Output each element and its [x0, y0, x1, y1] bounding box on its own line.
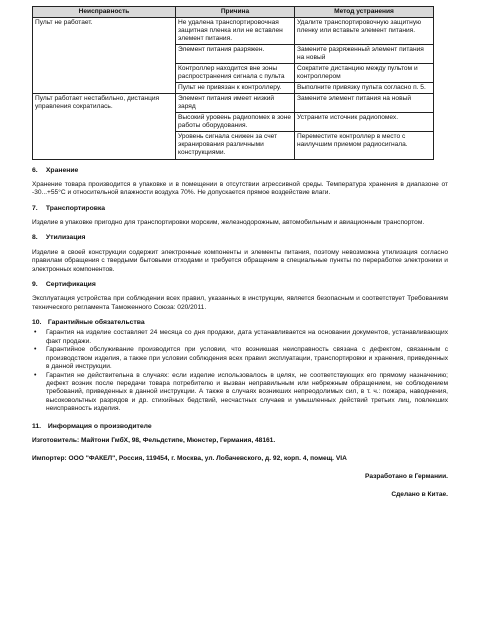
header-problem: Неисправность — [33, 7, 176, 18]
fix-cell: Устраните источник радиопомех. — [295, 113, 434, 132]
manufacturer-line: Изготовитель: Майтони ГмбХ, 98, Фельдстипе, Мюнстер, Германия, 48161. — [32, 437, 276, 445]
troubleshooting-table — [32, 6, 434, 160]
list-item: • Гарантия на изделие составляет 24 месяца со дня продажи, дата устанавливается на основании документов, устанавливающих факт продажи. — [32, 329, 448, 346]
cause-cell: Элемент питания разряжен. — [176, 45, 295, 64]
section-title — [32, 167, 448, 175]
section-manufacturer — [32, 423, 448, 499]
section-transport — [32, 205, 448, 228]
cause-cell: Пульт не привязан к контроллеру. — [176, 83, 295, 94]
section-number: 9. — [32, 280, 38, 288]
cause-cell: Элемент питания имеет низкий заряд — [176, 94, 295, 113]
importer-line: Импортер: ООО "ФАКЕЛ", Россия, 119454, г. Москва, ул. Лобачевского, д. 92, корп. 4, помещ. VIA — [32, 455, 347, 463]
fix-cell: Замените разряженный элемент питания на новый — [295, 45, 434, 64]
section-title-text: Гарантийные обязательства — [47, 319, 145, 327]
section-warranty — [32, 319, 448, 414]
cause-cell: Уровень сигнала снижен за счет экранирования различными конструкциями. — [176, 132, 295, 159]
cause-cell: Контроллер находится вне зоны распространения сигнала с пульта — [176, 64, 295, 83]
section-number: 10. — [32, 319, 42, 327]
section-number: 7. — [32, 204, 38, 212]
cause-cell: Не удалена транспортировочная защитная пленка или не вставлен элемент питания. — [176, 18, 295, 45]
header-fix: Метод устранения — [295, 7, 434, 18]
fix-cell: Сократите дистанцию между пультом и контроллером — [295, 64, 434, 83]
section-title — [32, 319, 448, 327]
table-row — [33, 18, 434, 45]
section-disposal — [32, 234, 448, 274]
table-row — [33, 94, 434, 113]
warranty-list — [32, 329, 448, 413]
cause-cell: Высокий уровень радиопомех в зоне работы оборудования. — [176, 113, 295, 132]
fix-cell: Переместите контроллер в место с наилучшим приемом радиосигнала. — [295, 132, 434, 159]
section-paragraph: Эксплуатация устройства при соблюдении всех правил, указанных в инструкции, является безопасным и соответствует Требованиям технического регламента Таможенного Союза: 020/2011. — [32, 295, 448, 311]
section-title-text: Информация о производителе — [47, 422, 152, 430]
section-title — [32, 205, 448, 213]
developed-in-line: Разработано в Германии. — [365, 473, 448, 481]
list-item: • Гарантия не действительна в случаях: если изделие использовалось в целях, не соответствующих его прямому назначению; дефект возник после передачи товара потребителю и вызван неправильным или небрежным обращением, не соблюдением требований, приведенных в данной инструкции. А также в случаях возникших непреодолимых сил, в т. ч.: пожара, наводнения, высоковольтных разрядов и др. стихийных бедствий, несчастных случаев и умышленных действий третьих лиц, повлекших неисправность изделия. — [32, 372, 448, 414]
section-number: 11. — [32, 422, 42, 430]
fix-cell: Замените элемент питания на новый — [295, 94, 434, 113]
section-certification — [32, 281, 448, 312]
fix-cell: Удалите транспортировочную защитную пленку или вставьте элемент питания. — [295, 18, 434, 45]
header-cause: Причина — [176, 7, 295, 18]
problem-cell: Пульт работает нестабильно, дистанция управления сократилась. — [33, 94, 176, 159]
section-storage — [32, 167, 448, 198]
section-title-text: Хранение — [45, 166, 79, 174]
made-in-line: Сделано в Китае. — [391, 491, 448, 499]
list-item: • Гарантийное обслуживание производится при условии, что возникшая неисправность связана с дефектом, связанным с производством изделия, а также при условии соблюдения всех правил эксплуатации, транспортировки и хранения, приведенных в данной инструкции. — [32, 346, 448, 371]
section-title — [32, 423, 448, 431]
section-number: 8. — [32, 234, 38, 242]
section-title-text: Утилизация — [45, 234, 86, 242]
section-title — [32, 281, 448, 289]
section-paragraph: Изделие в упаковке пригодно для транспортировки морским, железнодорожным, автомобильным и авиационным транспортом. — [32, 218, 425, 226]
section-paragraph: Хранение товара производится в упаковке и в помещении в отсутствии агрессивной среды. Температура хранения в диапазоне от -30...+55°C и относительной влажности воздуха 70%. Не допускается прямое воздействие влаги. — [32, 180, 448, 197]
fix-cell: Выполните привязку пульта согласно п. 5. — [295, 83, 434, 94]
problem-cell: Пульт не работает. — [33, 18, 176, 94]
section-title-text: Сертификация — [45, 280, 96, 288]
section-paragraph: Изделие в своей конструкции содержит электронные компоненты и элементы питания, поэтому невозможна утилизация согласно правилам обращения с твердыми бытовыми отходами и требуется обращение в специальные пункты по переработке электроники и электронных компонентов. — [32, 248, 448, 273]
section-title-text: Транспортировка — [45, 204, 106, 212]
table-header-row — [33, 7, 434, 18]
section-number: 6. — [32, 166, 38, 174]
section-title — [32, 234, 448, 242]
